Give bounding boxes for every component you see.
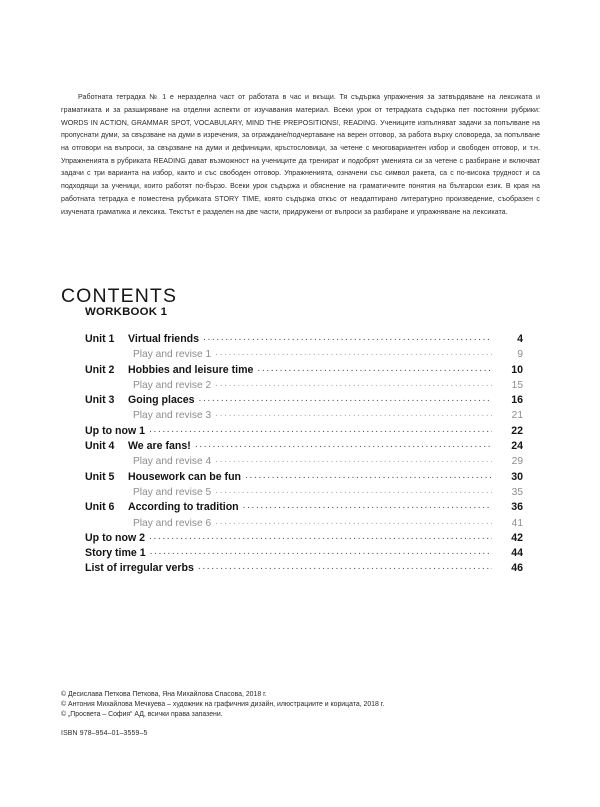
toc-entry-page-number: 46 [511, 562, 523, 575]
toc-dot-leader [150, 545, 492, 556]
toc-entry-page-number: 15 [511, 379, 523, 391]
toc-entry[interactable] [85, 423, 523, 438]
toc-entry[interactable] [85, 377, 523, 392]
toc-entry-page-number: 41 [511, 517, 523, 529]
toc-entry[interactable] [85, 469, 523, 484]
isbn-text: ISBN 978–954–01–3559–5 [61, 729, 148, 737]
toc-dot-leader [215, 377, 492, 388]
toc-dot-leader [149, 530, 492, 541]
copyright-line: © Антония Михайлова Мечкуева – художник на графичния дизайн, илюстрациите и корицата, 2018 г. [61, 700, 385, 708]
copyright-line: © „Просвета – София“ АД, всички права запазени. [61, 710, 223, 718]
toc-dot-leader [195, 438, 492, 449]
toc-entry-label: Story time 1 [85, 547, 146, 560]
toc-entry-label: List of irregular verbs [85, 562, 194, 575]
toc-entry[interactable] [85, 499, 523, 514]
toc-entry[interactable] [85, 392, 523, 407]
toc-entry-page-number: 35 [511, 486, 523, 498]
toc-entry-unit: Unit 3 [85, 394, 115, 407]
toc-entry-unit: Unit 6 [85, 501, 115, 514]
toc-entry[interactable] [85, 407, 523, 422]
toc-entry-page-number: 4 [517, 333, 523, 345]
toc-entry-label: Play and revise 1 [133, 349, 212, 361]
toc-entry-page-number: 44 [511, 547, 523, 560]
toc-dot-leader [245, 469, 492, 480]
toc-dot-leader [203, 331, 492, 342]
toc-entry-label: Play and revise 6 [133, 517, 212, 529]
toc-dot-leader [243, 499, 492, 510]
page-title: CONTENTS [61, 285, 178, 308]
toc-entry-unit: Unit 4 [85, 440, 115, 453]
introduction-paragraph: Работната тетрадка № 1 е неразделна част от работата в час и вкъщи. Тя съдържа упражнения за затвърдяване на лексиката и граматиката и за разширяване на отделни аспекти от изучавания материал. Всеки урок от тетрадката съдържа пет постоянни рубрики: WORDS IN ACTION, GRAMMAR SPOT, VOCABULARY, MIND THE PREPOSITIONS!, READING. Учениците изпълняват задачи за попълване на пропуснати думи, за свързване на думи в изречения, за ограждане/подчертаване на верен отговор, за работа върху словореда, за попълване на отговори на въпроси, за свързване на думи и дефиниции, кръстословици, за четене с многовариантен избор и свободен отговор, и т.н. Упражненията в рубриката READING дават възможност на учениците да тренират и подобрят уменията си за четене с разбиране и включват задачи с три варианта на избор, както и със свободен отговор. Упражненията, означени със символ ракета, са с по-висока трудност и са подходящи за ученици, които работят по-бързо. Всеки урок съдържа и обяснение на граматичните понятия на български език. В края на работната тетрадка е поместена рубриката STORY TIME, която съдържа откъс от неадаптирано литературно произведение, съобразен с изучената граматика и лексика. Текстът е разделен на две части, придружени от въпроси за разбиране и упражняване на лексиката. [61, 93, 540, 216]
toc-entry[interactable] [85, 545, 523, 560]
toc-dot-leader [215, 346, 492, 357]
toc-entry[interactable] [85, 362, 523, 377]
toc-dot-leader [199, 392, 492, 403]
toc-entry-label: Going places [128, 394, 195, 407]
toc-dot-leader [215, 484, 492, 495]
toc-entry[interactable] [85, 530, 523, 545]
toc-dot-leader [257, 362, 492, 373]
footer [61, 690, 384, 739]
toc-entry-label: Play and revise 5 [133, 486, 212, 498]
toc-entry-label: Housework can be fun [128, 470, 242, 483]
copyright-lines [61, 690, 384, 720]
toc-entry[interactable] [85, 453, 523, 468]
toc-entry-page-number: 30 [511, 470, 523, 483]
toc-entry-unit: Unit 1 [85, 333, 115, 345]
toc-entry-page-number: 21 [511, 410, 523, 422]
toc-entry[interactable] [85, 560, 523, 575]
toc-entry-page-number: 16 [511, 394, 523, 407]
toc-entry-page-number: 22 [511, 424, 523, 437]
toc-entry-page-number: 29 [511, 456, 523, 468]
toc-entry-label: Hobbies and leisure time [128, 363, 254, 376]
toc-entry[interactable] [85, 438, 523, 453]
toc-entry[interactable] [85, 331, 523, 346]
toc-entry-page-number: 9 [517, 349, 523, 361]
toc-entry-unit: Unit 5 [85, 470, 115, 483]
toc-entry-page-number: 42 [511, 531, 523, 544]
toc-entry-page-number: 36 [511, 501, 523, 514]
toc-entry[interactable] [85, 515, 523, 530]
workbook-section-label: WORKBOOK 1 [85, 306, 168, 318]
toc-entry-label: Play and revise 2 [133, 379, 212, 391]
toc-entry-page-number: 10 [511, 363, 523, 376]
toc-entry-label: We are fans! [128, 440, 191, 453]
toc-dot-leader [215, 407, 492, 418]
toc-entry-label: Play and revise 3 [133, 410, 212, 422]
toc-entry-unit: Unit 2 [85, 363, 115, 376]
toc-entry-label: Virtual friends [128, 333, 200, 345]
toc-entry[interactable] [85, 484, 523, 499]
toc-entry-label: Play and revise 4 [133, 456, 212, 468]
toc-entry-label: According to tradition [128, 501, 239, 514]
toc-dot-leader [215, 515, 492, 526]
toc-dot-leader [149, 423, 492, 434]
toc-entry-label: Up to now 1 [85, 424, 146, 437]
toc-dot-leader [215, 453, 492, 464]
copyright-line: © Десислава Петкова Петкова, Яна Михайлова Спасова, 2018 г. [61, 691, 267, 698]
toc-dot-leader [198, 560, 492, 571]
toc-entry-page-number: 24 [511, 440, 523, 453]
table-of-contents [85, 331, 523, 576]
toc-entry-label: Up to now 2 [85, 531, 146, 544]
toc-entry[interactable] [85, 346, 523, 361]
